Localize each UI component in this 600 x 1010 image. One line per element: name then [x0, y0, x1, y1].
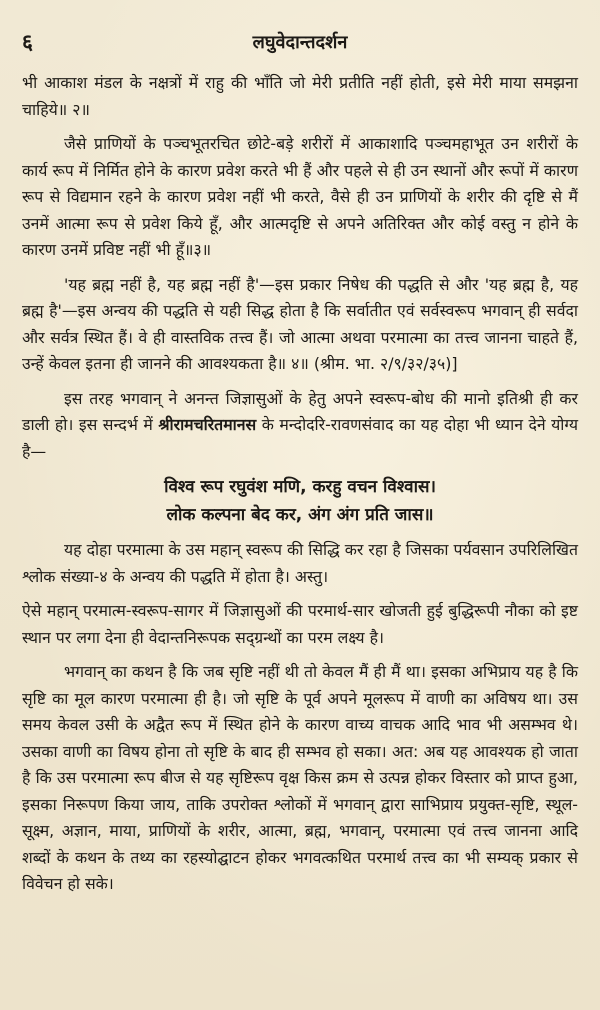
- paragraph-5: यह दोहा परमात्मा के उस महान् स्वरूप की सिद्धि कर रहा है जिसका पर्यवसान उपरिलिखित श्लोक संख्या-४ के अन्वय की पद्धति में होता है। अस्तु।: [22, 540, 578, 586]
- page-header: [0, 28, 600, 58]
- doha-verse: [22, 473, 578, 529]
- paragraph-1: भी आकाश मंडल के नक्षत्रों में राहु की भाँति जो मेरी प्रतीति नहीं होती, इसे मेरी माया समझना चाहिये॥ २॥: [22, 73, 578, 119]
- running-title: लघुवेदान्तदर्शन: [252, 32, 348, 53]
- doha-line-2: लोक कल्पना बेद कर, अंग अंग प्रति जास॥: [166, 505, 434, 525]
- paragraph-4: [22, 386, 578, 466]
- paragraph-3: 'यह ब्रह्म नहीं है, यह ब्रह्म नहीं है'—इस प्रकार निषेध की पद्धति से और 'यह ब्रह्म है, यह ब्रह्म है'—इस अन्वय की पद्धति से यही सिद्ध होता है कि सर्वातीत एवं सर्वस्वरूप भगवान् ही सर्वदा और सर्वत्र स्थित हैं। वे ही वास्तविक तत्त्व हैं। जो आत्मा अथवा परमात्मा का तत्त्व जानना चाहते हैं, उन्हें केवल इतना ही जानने की आवश्यकता है॥ ४॥ (श्रीम. भा. २/९/३२/३५)]: [22, 274, 578, 373]
- paragraph-2: जैसे प्राणियों के पञ्चभूतरचित छोटे-बड़े शरीरों में आकाशादि पञ्चमहाभूत उन शरीरों के कार्य रूप में निर्मित होने के कारण प्रवेश करते भी हैं और पहले से ही उन स्थानों और रूपों में कारण रूप से विद्यमान रहने के कारण प्रवेश नहीं भी करते, वैसे ही उन प्राणियों के शरीर की दृष्टि से मैं उनमें आत्मा रूप से प्रवेश किये हूँ, और आत्मदृष्टि से अपने अतिरिक्त और कोई वस्तु न होने के कारण उनमें प्रविष्ट नहीं भी हूँ॥३॥: [22, 134, 578, 259]
- paragraph-7: भगवान् का कथन है कि जब सृष्टि नहीं थी तो केवल मैं ही मैं था। इसका अभिप्राय यह है कि सृष्टि का मूल कारण परमात्मा ही है। जो सृष्टि के पूर्व अपने मूलरूप में वाणी का अविषय था। उस समय केवल उसी के अद्वैत रूप में स्थित होने के कारण वाच्य वाचक आदि भाव भी असम्भव थे। उसका वाणी का विषय होना तो सृष्टि के बाद ही सम्भव हो सका। अत: अब यह आवश्यक हो जाता है कि उस परमात्मा रूप बीज से यह सृष्टिरूप वृक्ष किस क्रम से उत्पन्न होकर विस्तार को प्राप्त हुआ, इसका निरूपण किया जाय, ताकि उपरोक्त श्लोकों में भगवान् द्वारा साभिप्राय प्रयुक्त-सृष्टि, स्थूल-सूक्ष्म, अज्ञान, माया, प्राणियों के शरीर, आत्मा, ब्रह्म, भगवान्, परमात्मा एवं तत्त्व जानना आदि शब्दों के कथन के तथ्य का रहस्योद्घाटन होकर भगवत्कथित परमार्थ तत्त्व का भी सम्यक् प्रकार से विवेचन हो सके।: [22, 662, 578, 893]
- page-number: ६: [22, 30, 33, 54]
- paragraph-6: ऐसे महान् परमात्म-स्वरूप-सागर में जिज्ञासुओं की परमार्थ-सार खोजती हुई बुद्धिरूपी नौका को इष्ट स्थान पर लगा देना ही वेदान्तनिरूपक सद्ग्रन्थों का परम लक्ष्य है।: [22, 601, 578, 647]
- body-text: [22, 70, 578, 906]
- doha-line-1: विश्व रूप रघुवंश मणि, करहु वचन विश्वास।: [164, 477, 436, 497]
- book-title-ramcharitmanas: श्रीरामचरितमानस: [158, 415, 257, 434]
- paragraph-4-text-a: इस तरह भगवान् ने अनन्त जिज्ञासुओं के हेतु अपने स्वरूप-बोध की मानो इतिश्री ही कर डाली हो। इस सन्दर्भ में: [22, 388, 578, 434]
- paragraph-4-text-b: के मन्दोदरि-रावणसंवाद का यह दोहा भी ध्यान देने योग्य है—: [22, 415, 578, 461]
